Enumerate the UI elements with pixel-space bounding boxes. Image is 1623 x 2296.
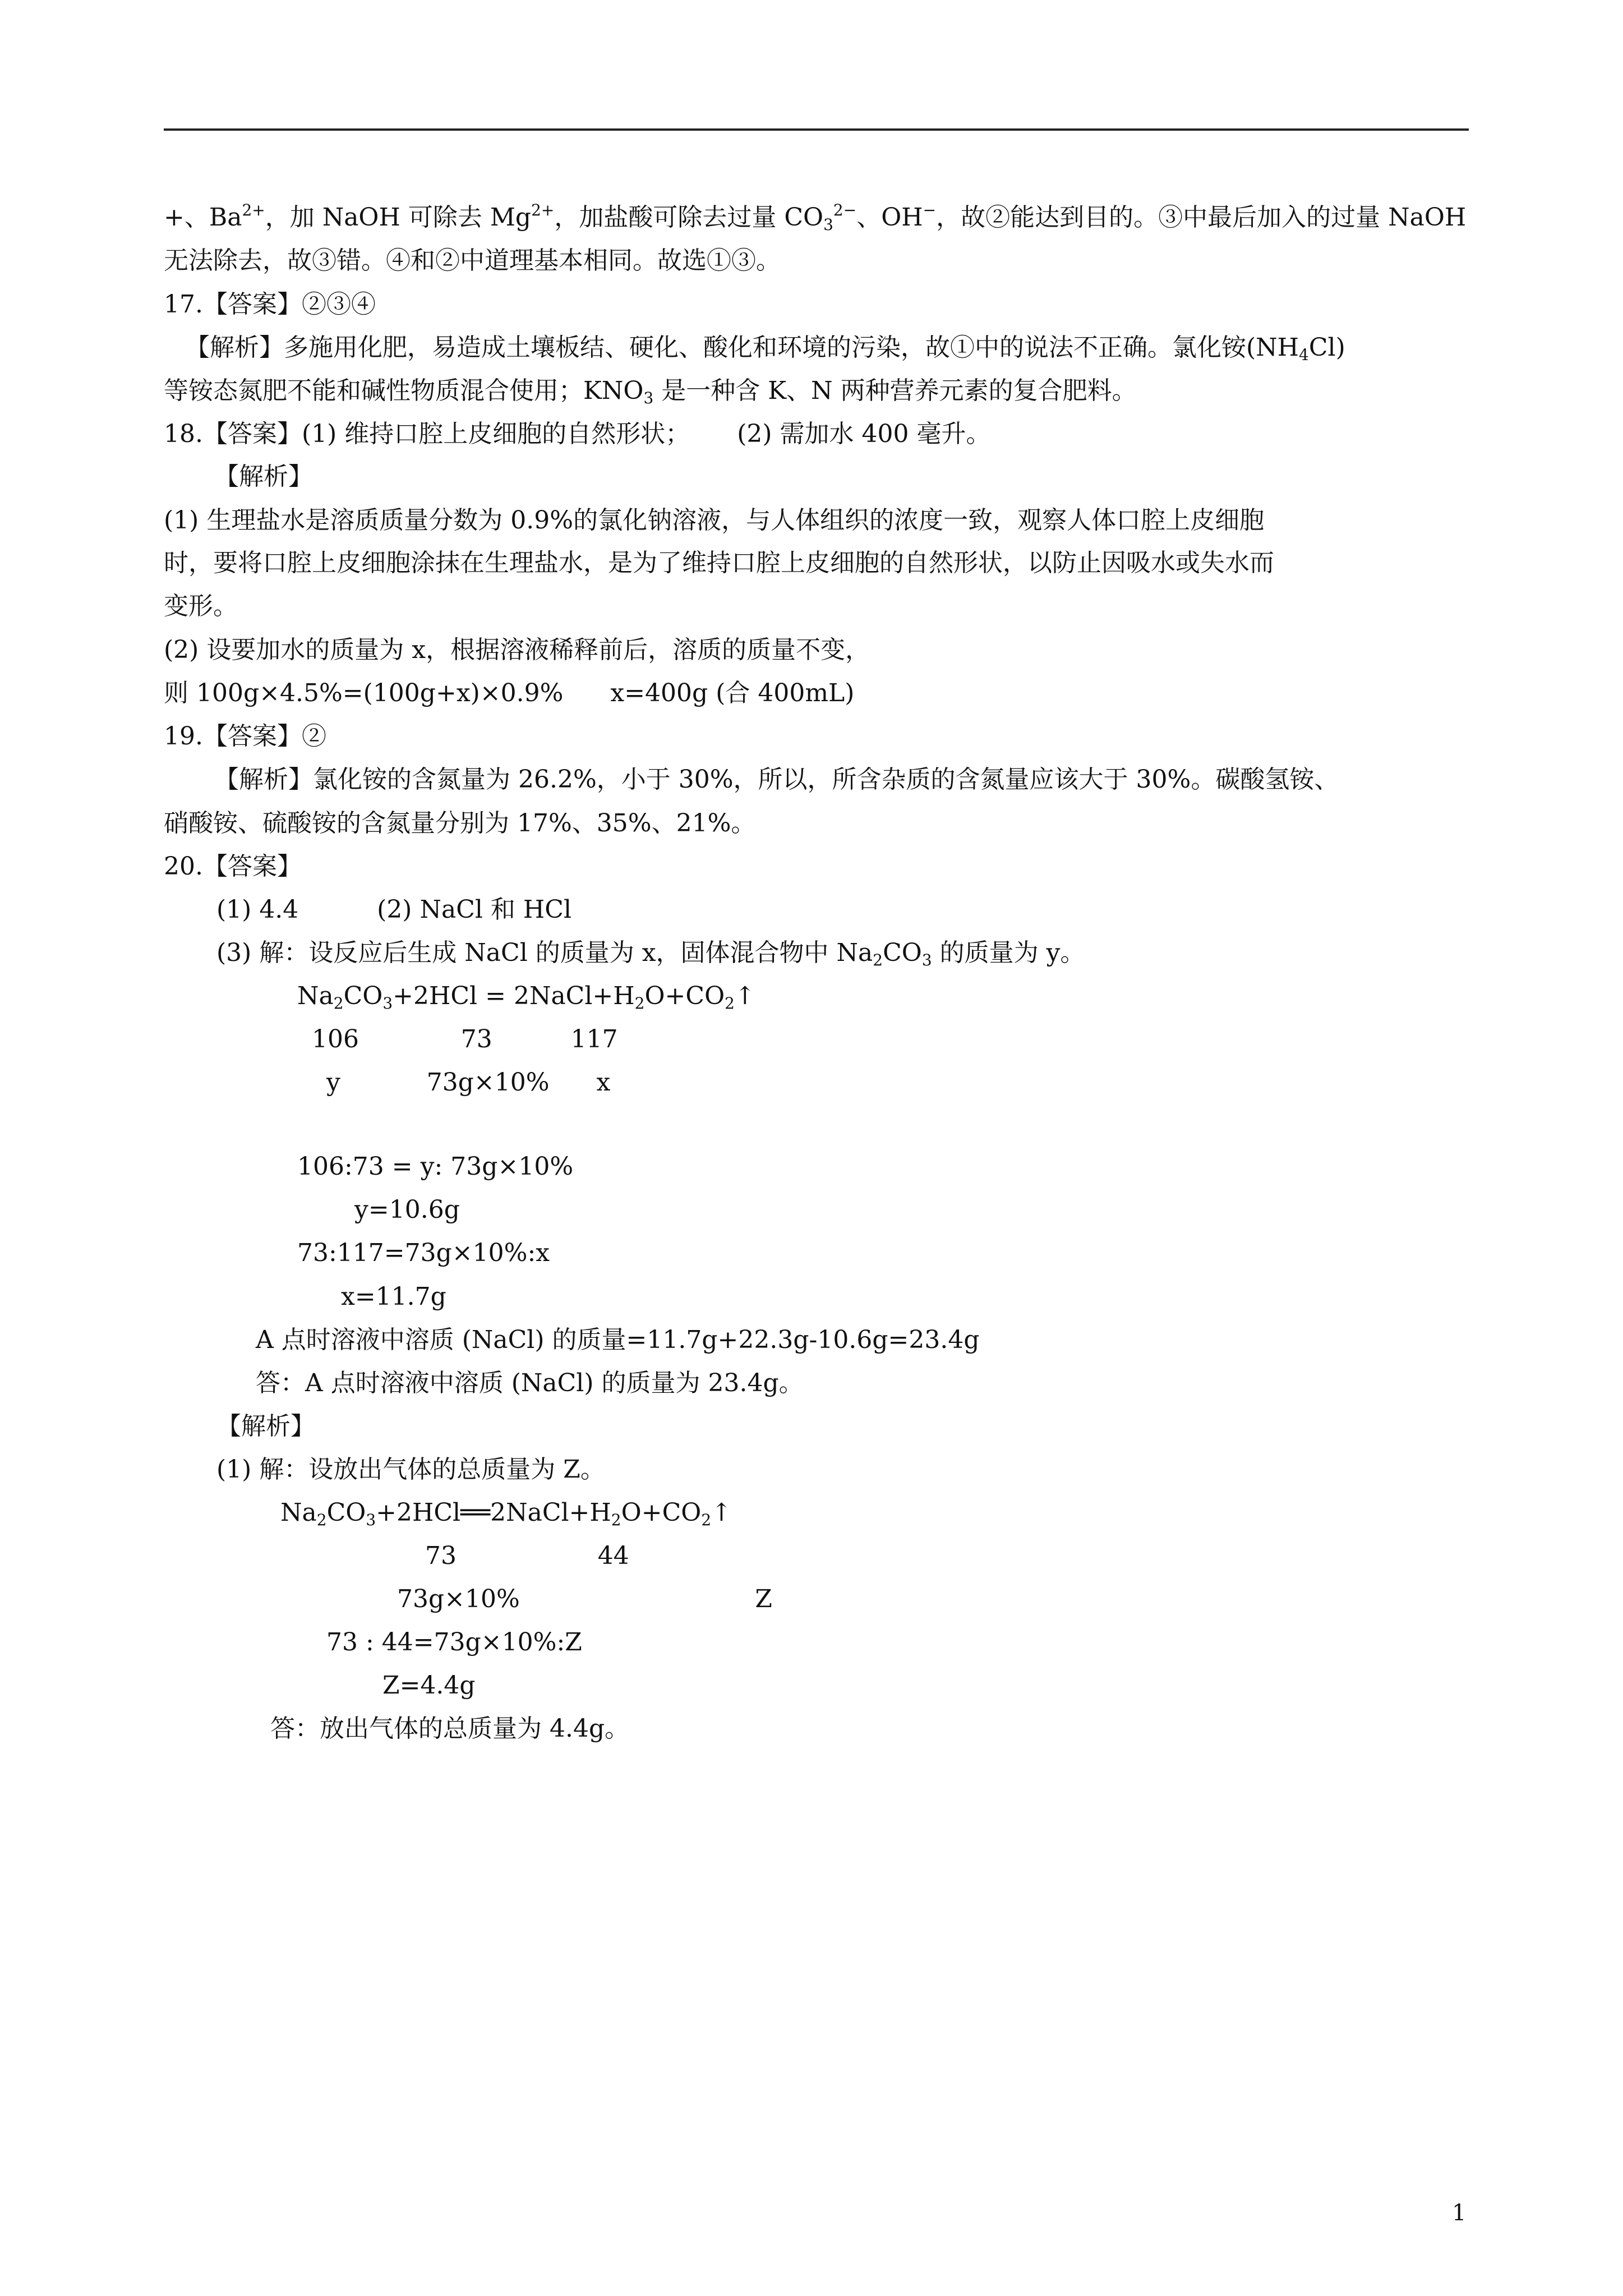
text-line: (2) 设要加水的质量为 x，根据溶液稀释前后，溶质的质量不变， <box>164 636 870 664</box>
answer-17: 17.【答案】②③④ <box>164 290 376 319</box>
text-line: +、$Ba^{2+}$，加 NaOH 可除去 $Mg^{2+}$，加盐酸可除去过量 $CO_3^{2-}$、OH−，故②能达到目的。③中最后加入的过量 NaOH <box>164 201 1467 234</box>
analysis-heading: 【解析】 <box>216 1412 315 1441</box>
equation-line: 106:73 = y: 73g×10% <box>297 1152 574 1181</box>
chemical-equation: $Na_2CO_3+2HCl$ = $2NaCl+H_2O+CO_2↑$ <box>297 982 755 1013</box>
text-line: (3) 解：设反应后生成 NaCl 的质量为 x，固体混合物中 $Na_2CO_3$ 的质量为 y。 <box>216 938 1085 969</box>
answer-18: 18.【答案】(1) 维持口腔上皮细胞的自然形状； (2) 需加水 400 毫升。 <box>164 420 991 448</box>
equation-line: 则 100g×4.5%=(100g+x)×0.9% x=400g (合 400mL) <box>164 679 855 707</box>
equation-line: y 73g×10% x <box>326 1068 611 1097</box>
analysis-19: 【解析】氯化铵的含氮量为 26.2%，小于 30%，所以，所含杂质的含氮量应该大于 30%。碳酸氢铵、 <box>214 765 1339 794</box>
text-line: 硝酸铵、硫酸铵的含氮量分别为 17%、35%、21%。 <box>164 809 756 838</box>
text-line: 时，要将口腔上皮细胞涂抹在生理盐水，是为了维持口腔上皮细胞的自然形状，以防止因吸水或失水而 <box>164 549 1274 577</box>
text-line: 变形。 <box>164 592 238 620</box>
equation-line: 73:117=73g×10%:x <box>297 1239 550 1267</box>
text-line: (1) 4.4 (2) NaCl 和 HCl <box>216 895 572 924</box>
text-line: 答：A 点时溶液中溶质 (NaCl) 的质量为 23.4g。 <box>256 1369 804 1397</box>
text-line: 答：放出气体的总质量为 4.4g。 <box>270 1714 630 1743</box>
equation-line: 73 : 44=73g×10%:Z <box>326 1628 582 1657</box>
text-line: (1) 解：设放出气体的总质量为 Z。 <box>216 1455 605 1484</box>
text-line: 等铵态氮肥不能和碱性物质混合使用；$KNO_3$ 是一种含 K、N 两种营养元素的复合肥料。 <box>164 376 1137 407</box>
equation-line: 106 73 117 <box>312 1025 618 1053</box>
equation-line: y=10.6g <box>354 1195 460 1224</box>
analysis-heading: 【解析】 <box>214 462 313 491</box>
equation-line: x=11.7g <box>341 1282 446 1311</box>
page-number: 1 <box>1452 2200 1467 2226</box>
header-rule <box>164 128 1469 131</box>
equation-line: 73 44 <box>425 1542 629 1570</box>
answer-19: 19.【答案】② <box>164 722 326 751</box>
equation-line: 73g×10% Z <box>397 1585 772 1613</box>
analysis-17: 【解析】多施用化肥，易造成土壤板结、硬化、酸化和环境的污染，故①中的说法不正确。氯化铵$(NH_4Cl)$ <box>185 333 1345 364</box>
equation-line: Z=4.4g <box>382 1671 476 1700</box>
text-line: A 点时溶液中溶质 (NaCl) 的质量=11.7g+22.3g-10.6g=23.4g <box>256 1326 980 1354</box>
chemical-equation: $Na_2CO_3+2HCl══2NaCl+H_2O+CO_2↑$ <box>280 1498 732 1529</box>
answer-20: 20.【答案】 <box>164 852 302 881</box>
text-line: 无法除去，故③错。④和②中道理基本相同。故选①③。 <box>164 246 781 275</box>
text-line: (1) 生理盐水是溶质质量分数为 0.9%的氯化钠溶液，与人体组织的浓度一致，观察人体口腔上皮细胞 <box>164 506 1265 535</box>
